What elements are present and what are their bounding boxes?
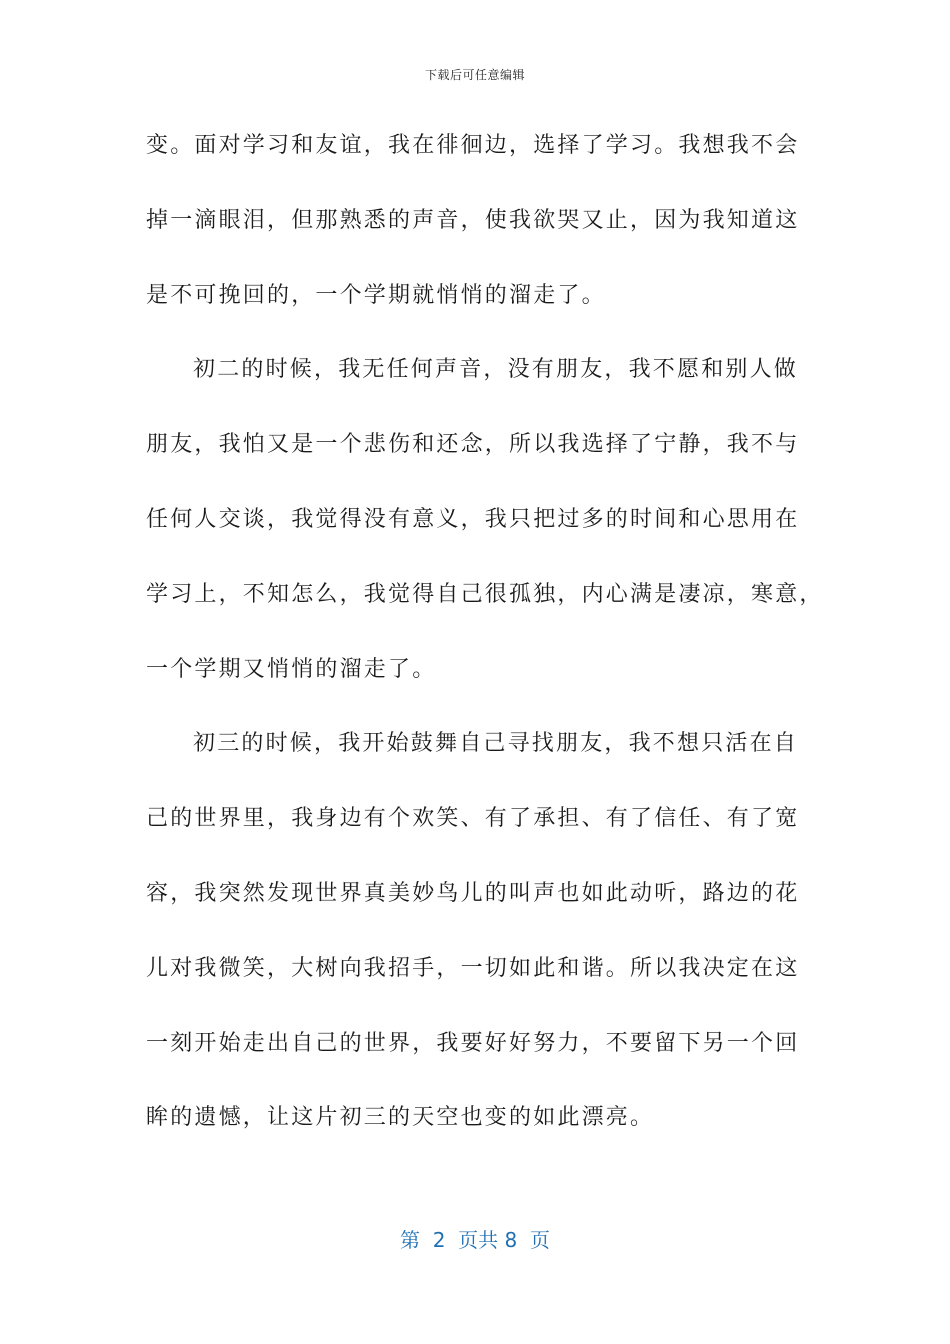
text-line: 是不可挽回的，一个学期就悄悄的溜走了。 [146,282,606,308]
paragraph-first-line: 初二的时候，我无任何声音，没有朋友，我不愿和别人做 [193,357,799,383]
text-line: 眸的遗憾，让这片初三的天空也变的如此漂亮。 [146,1105,655,1131]
page-number-footer: 第 2 页共 8 页 [400,1228,550,1252]
header-note: 下载后可任意编辑 [424,68,525,82]
body-text [146,124,824,1171]
text-line: 一刻开始走出自己的世界，我要好好努力，不要留下另一个回 [146,1030,800,1056]
text-line: 朋友，我怕又是一个悲伤和还念，所以我选择了宁静，我不与 [146,432,800,458]
text-line: 任何人交谈，我觉得没有意义，我只把过多的时间和心思用在 [146,506,800,532]
paragraph-first-line: 初三的时候，我开始鼓舞自己寻找朋友，我不想只活在自 [193,731,799,757]
text-line: 儿对我微笑，大树向我招手，一切如此和谐。所以我决定在这 [146,955,800,981]
text-line: 容，我突然发现世界真美妙鸟儿的叫声也如此动听，路边的花 [146,880,800,906]
text-line: 变。面对学习和友谊，我在徘徊边，选择了学习。我想我不会 [146,133,800,158]
text-line: 学习上，不知怎么，我觉得自己很孤独，内心满是凄凉，寒意， [146,581,824,607]
text-line: 己的世界里，我身边有个欢笑、有了承担、有了信任、有了宽 [146,806,800,832]
text-line: 掉一滴眼泪，但那熟悉的声音，使我欲哭又止，因为我知道这 [146,207,800,233]
text-line: 一个学期又悄悄的溜走了。 [146,656,437,682]
